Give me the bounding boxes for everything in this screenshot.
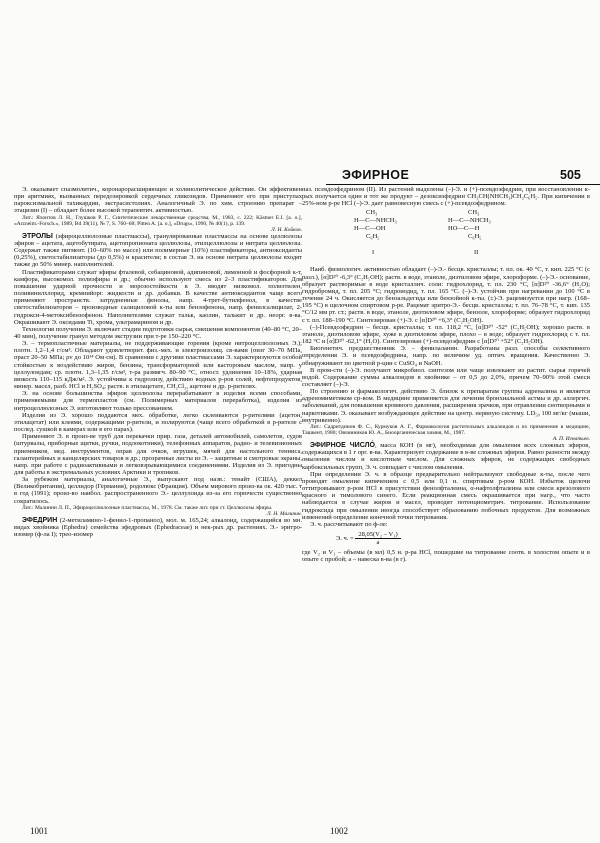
entry-paragraph xyxy=(14,517,302,538)
structural-formulas xyxy=(302,209,590,263)
body-paragraph: Применяют Э. в произ-ве труб для перекачки прир. газа, деталей автомобилей, самолетов, судов (штурвалы, приборные щитки, ручки, подлокотники), телефонных аппаратов, радио- и телевизионных приемников, мед. инструментов, оправ для очков, игрушек, мячей для настольного тенниса, галантерейных и канцелярских товаров и др.; прозрачные листы из Э. – защитные и смотровые экраны, напр. при работе с радиоактивными и легковзрывающимися соединениями. Изделия из Э. пригодны для работы в экстремальных условиях Арктики и тропиков. xyxy=(14,433,302,476)
entry-text: (эфироцеллюлозные пластмассы), гранулированные пластмассы на основе целлюлозы эфиров – ацетата, ацетобутирата, ацетопропионата целлюлозы, этилцеллюлозы и нитрата целлюлозы. Содержат также пигмент. (10–60% по массе) или полимерные (10%) пластификаторы, антиоксиданты (0,25%), светостабилизаторы (до 0,5%) и красители; в состав Э. на основе нитрата целлюлозы входят также до 50% минер. наполнителей. xyxy=(14,232,302,269)
body-paragraph: Наиб. физиологич. активностью обладает (–)-Э.- бесцв. кристаллы; т. пл. ок. 40 °С, т. кип. 225 °С (с разл.), [α]D²⁰ -6,3° (C₂H₅OH); раств. в воде, этаноле, диэтиловом эфире, хлороформе. (–)-Э.- основание, образует растворимые в воде кристаллич. соли: гидрохлорид, т. пл. 230 °С, [α]D²⁰ -36,6° (H₂O); гидробромид, т. пл. 205 °С; гидроиодид, т. пл. 165 °С. (–)-Э. устойчив при нагревании до 100 °С в течение 24 ч. Окисляется до бензальдегида или бензойной к-ты. (±)-Э. рацемизуется при нагр. (168–195 °С) в щелочном спиртовом р-ре. Рацемат эритро-Э.- бесцв. кристаллы; т. пл. 76–78 °С, т. кип. 135 °С/12 мм рт. ст.; раств. в воде, этаноле, диэтиловом эфире, бензоле, хлороформе; образует гидрохлорид с т. пл. 188–190 °С. Синтезирован (+)-Э. с [α]D²⁰ +6,3° (C₂H₅OH). xyxy=(302,266,590,324)
ester-number-formula xyxy=(336,531,590,546)
entry-paragraph xyxy=(302,442,590,471)
continuation-paragraph: наз. псевдоэфедрином (II). Из растений выделены (–)-Э. и (+)-псевдоэфедрин, при восстановлении к-рых получается один и тот же продукт – дезоксиэфедрин CH₃CH(NHCH₃)CH₂C₆H₅. При кипячении в 25%-ном р-ре HCl (–)-Э. дает равновесную смесь с (+)-псевдоэфедрином. xyxy=(302,186,590,208)
entry-text: , масса КОН (в мг), необходимая для омыления всех сложных эфиров, содержащихся в 1 г орг. в-ва. Характеризует содержание в в-ве сложных эфиров. Равно разности между омыления числом и кислотным числом. Для сложных эфиров, не содержащих свободных карбоксильных групп, Э. ч. совпадает с числом омыления. xyxy=(302,442,590,471)
body-paragraph: Э. ч. рассчитывают по ф-ле: xyxy=(310,520,388,528)
left-page-number: 1001 xyxy=(30,826,48,836)
literature-reference: Лит.: Садритдинов Ф. С., Курмуков А. Г., Фармакология растительных алкалоидов и их применение в медицине, Ташкент, 1980; Овчинников Ю. А., Биоорганическая химия, М., 1987. xyxy=(302,423,590,436)
formula-I-label: I xyxy=(372,249,375,257)
formula-I-line-2: H—C—NHCH₃ xyxy=(354,217,397,225)
left-column xyxy=(14,186,302,826)
body-paragraph: Технология получения Э. включает стадии подготовки сырья, смешения компонентов (40–80 °С, 20–40 мин), получение гранул методом экструзии при т-ре 150–220 °С. xyxy=(14,325,302,340)
literature-reference: Лит.: Малинин Л. П., Эфироцеллюлозные пластмассы, М., 1978. См. также лит. при ст. Целлюлозы эфиры. xyxy=(22,504,273,511)
formula-I-line-4: C₆H₅ xyxy=(366,233,380,241)
formula-lhs: Э. ч. = xyxy=(336,534,354,542)
body-paragraph: (–)-Псевдоэфедрин – бесцв. кристаллы; т. пл. 118,2 °С, [α]D²⁰ -52° (C₂H₅OH); хорошо раств. в этаноле, диэтиловом эфире, хуже в диэтиловом эфире, плохо – в воде; образует гидрохлорид с т. пл. 182 °С и [α]D²⁰ -62,1° (H₂O). Синтезирован (+)-псевдоэфедрин с [α]D²⁰ +52° (C₂H₅OH). xyxy=(302,323,590,346)
page-number: 505 xyxy=(560,168,581,182)
body-paragraph: За рубежом материалы, аналогичные Э., выпускают под назв.: тенайт (США), деккел (Великобритания), целлидор (Германия), родолюкс (Франция). Объем мирового произ-ва ок. 420 тыс. т в год (1991); произ-во наибол. распространенного Э.- целлулоида из-за его горючести существенно сократилось. xyxy=(14,476,302,505)
body-paragraph: Э. оказывает спазмолитич., коронарорасширяющее и холинолитическое действие. Он эффективен при аритмиях, вызванных передозировкой сердечных гликозидов. Применяют его при приступах пароксизмальной тахикардии, экстрасистолиях. Аналогичный Э. по хим. строению препарат – этацизин (I) – обладает более высокой терапевтич. активностью. xyxy=(14,186,302,215)
formula-II-label: II xyxy=(474,249,479,257)
formula-numerator: 28,05(V₂ – V₁) xyxy=(355,531,400,539)
formula-II-line-4: C₆H₅ xyxy=(468,233,482,241)
running-head-title: ЭФИРНОЕ xyxy=(342,168,410,182)
header-rule xyxy=(326,184,600,185)
right-page-number: 1002 xyxy=(330,826,348,836)
right-column xyxy=(302,186,590,826)
article-author: Л. Н. Койков. xyxy=(270,226,302,233)
entry-term: ЭФЕДРИН xyxy=(22,516,58,524)
formula-I-line-3: H—C—OH xyxy=(354,225,386,233)
literature-reference: Лит.: Яхонтов Л. Н., Глушков Р. Г., Синтетические лекарственные средства, М., 1983, с. 222; Kästner E.I. [a. o.], «Arzneim.-Forsch.», 1989, Bd 39(11), № 7, S. 760–68; Pitten A. [a. o.], «Drugs», 1990, № 40(1), p. 139. xyxy=(14,214,302,227)
body-paragraph: Э. на основе большинства эфиров целлюлозы перерабатывают в изделия всеми способами, применяемыми для термопластов (см. Полимерных материалов переработка), изделия из нитроцеллюлозных Э. изготовляют только прессованием. xyxy=(14,390,302,412)
formula-denominator: a xyxy=(376,538,380,546)
body-paragraph: При определении Э. ч. в образце предварительно нейтрализуют свободные к-ты, после чего проводят омыление кипячением с 0,5 или 0,1 н. спиртовым р-ром КОН. Избыток щелочи оттитровывают р-ром HCl в присутствии фенолфталеина, α-нафтолфталеина или смеси крезолового красного и тимолового синего. Если реакционная смесь окрашивается при нагр., что часто наблюдается в случае жиров и масел, проводят потенциометрич. титрование. Использование гидроксида при омылении иногда способствует образованию побочных продуктов. Для возможных изменений определение конечной точки титрования. xyxy=(302,470,590,521)
entry-text: (2-метиламино-1-фенил-1-пропанол), мол. м. 165,24; алкалоид, содержащийся во мн. видах хвойника (Ephedra) семейства эфедровых (Ephedraceae) и нек-рых др. растениях. Э.- эритро-изомер (ф-ла I); трео-изомер xyxy=(14,516,302,539)
formula-II-line-3: HO—C—H xyxy=(448,225,480,233)
entry-term: ЭТРОЛЫ xyxy=(22,232,53,240)
entry-paragraph xyxy=(14,233,302,269)
article-author: А. П. Игнатьев. xyxy=(552,436,590,443)
body-paragraph: Изделия из Э. хорошо поддаются мех. обработке, легко склеиваются р-рителями (ацетон, этилацетат) или клеями, содержащими р-рители, и полируются (чаще всего обработкой в р-рителе с послед. сушкой в камерах или в его парах). xyxy=(14,411,302,434)
body-paragraph: По строению и фармакологич. действию Э. близок к препаратам группы адреналина и является адреномиметиком ср-вом. В медицине применяется для лечения бронхиальной астмы и др. аллергич. заболеваний, для повышения кровяного давления, расширения зрачков, при отравлении снотворными и наркотиками. Э. оказывает возбуждающее действие на центр. нервную систему. LD₅₀ 100 мг/кг (мыши, внутривенно). xyxy=(302,388,590,424)
article-author: Л. Н. Малинин. xyxy=(266,510,302,517)
body-paragraph: где V₂ и V₁ – объемы (в мл) 0,5 н. р-ра HCl, пошедшие на титрование соотв. в холостом опыте и в опыте с пробой; a – навеска в-ва (в г). xyxy=(302,548,590,564)
entry-term: ЭФИРНОЕ ЧИСЛО́ xyxy=(310,442,375,450)
formula-I-line-1: CH₃ xyxy=(366,209,378,217)
formula-II-line-1: CH₃ xyxy=(468,209,480,217)
body-paragraph: Биогенетич. предшественник Э. – фенилаланин. Разработаны разл. способы селективного определения Э. и псевдоэфедрина, напр. по величине уд. оптич. вращения. Качественно Э. обнаруживают по цветной р-ции с CuSO₄ и NaOH. xyxy=(302,345,590,367)
body-paragraph: Э. – термопластичные материалы, не поддерживающие горения (кроме нитроцеллюлозных Э.); плотн. 1,2–1,4 г/см³. Обладают удовлетворит. физ.-мех. и электроизоляц. св-вами (σизг 30–70 МПа, σраст 20–50 МПа; ρv до 10¹⁴ Ом·см). В сравнении с другими пластмассами Э. характеризуются особой стойкостью к воздействию жиров, бензина, трансформаторной или касторовым маслом, напр. у целлулоидам; ср. плотн. 1,3–1,35 г/см³, т-ра размягч. 80–90 °С, отност. удлинение 10–18%, ударная вязкость 110–115 кДж/м². Э. устойчивы к гидролизу, действию водных р-ров солей, нефтепродуктов, минер. масел, разб. HCl и H₂SO₄; раств. в этилацетате, CH₂Cl₂, ацетоне и др. р-рителях. xyxy=(14,340,302,391)
body-paragraph: Пластификаторами служат эфиры фталевой, себациновой, адипиновой, лимонной и фосфорной к-т, камфора, высокомол. полиэфиры и др.; обычно используют смесь из 2–3 пластификаторов. Для повышения ударной прочности и морозостойкости в Э. вводят низкомол. полиэтилен, поливинилхлорид, кремнийорг. жидкости и др. добавки. В качестве антиоксидантов чаще всего применяют пространств. затрудненные фенолы, напр. 4-трет-бутилфенол, в качестве светостабилизаторов – производные салициловой к-ты или бензофенона, напр. фенилсалицилат, 2-гидрокси-4-метоксибензофенон. Наполнителями служат тальк, каолин, талькит и др. неорг. в-ва. Окрашивают Э. оксидами Ti, хрома, ультрамарином и др. xyxy=(14,268,302,326)
body-paragraph: В пром-сти (–)-Э. получают микробиол. синтезом или чаще извлекают из растит. сырья горячей водой. Содержание суммы алкалоидов в хвойнике – от 0,5 до 2,0%, причем 70–90% этой смеси составляет (–)-Э. xyxy=(302,366,590,388)
formula-II-line-2: H—C—NHCH₃ xyxy=(448,217,491,225)
